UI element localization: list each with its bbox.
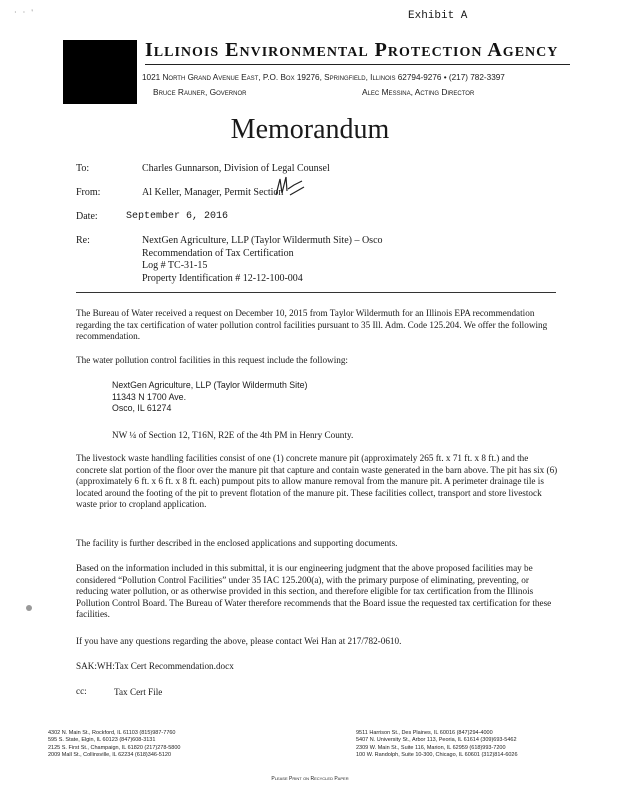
date-value: September 6, 2016 (126, 211, 229, 222)
office-line: 2125 S. First St., Champaign, IL 61820 (217)278-5800 (48, 744, 181, 751)
office-line: 2309 W. Main St., Suite 116, Marion, IL 62959 (618)993-7200 (356, 744, 506, 751)
office-line: 2009 Mall St., Collinsville, IL 62234 (618)346-5120 (48, 752, 172, 759)
site-line: 11343 N 1700 Ave. (112, 391, 187, 402)
to-value: Charles Gunnarson, Division of Legal Counsel (142, 163, 330, 174)
from-value: Al Keller, Manager, Permit Section (142, 187, 284, 198)
office-line: 100 W. Randolph, Suite 10-300, Chicago, IL 60601 (312)814-6026 (356, 752, 518, 759)
recycled-paper-note: Please Print on Recycled Paper (271, 776, 349, 782)
agency-name: Illinois Environmental Protection Agency (145, 39, 559, 61)
cc-value: Tax Cert File (114, 687, 163, 697)
office-line: 595 S. State, Elgin, IL 60123 (847)608-3131 (48, 737, 156, 744)
memo-title: Memorandum (230, 114, 390, 145)
header-rule (145, 64, 570, 65)
re-line: NextGen Agriculture, LLP (Taylor Wildermuth Site) – Osco (142, 235, 383, 246)
office-line: 9511 Harrison St., Des Plaines, IL 60016 (847)294-4000 (356, 730, 493, 736)
re-line: Recommendation of Tax Certification (142, 247, 294, 259)
agency-logo-redacted (63, 40, 137, 104)
paragraph-engineering-judgment: Based on the information included in this submittal, it is our engineering judgment that the above proposed facilities may be considered “Pollution Control Facilities” under 35 IAC 125.200(a), with the primary purpose of eliminating, preventing, or reducing water pollution, or as otherwise provided in this section, and therefore eligible for tax certification from the Illinois Pollution Control Board. The Bureau of Water therefore recommends that the Board issue the requested tax certification for these facilities. (76, 563, 552, 619)
initials-signature-icon (272, 175, 308, 199)
exhibit-label: Exhibit A (408, 10, 468, 22)
scan-speck (26, 605, 32, 611)
paragraph-contact: If you have any questions regarding the above, please contact Wei Han at 217/782-0610. (76, 636, 402, 646)
re-label: Re: (76, 235, 90, 246)
footer-offices-right (356, 730, 518, 760)
site-line: NextGen Agriculture, LLP (Taylor Wildermuth Site) (112, 380, 308, 390)
site-address (112, 380, 307, 415)
director-line: Alec Messina, Acting Director (362, 87, 475, 97)
office-line: 4302 N. Main St., Rockford, IL 61103 (815)987-7760 (48, 730, 176, 736)
governor-line: Bruce Rauner, Governor (153, 87, 247, 97)
to-label: To: (76, 163, 90, 174)
paragraph-further-described: The facility is further described in the enclosed applications and supporting documents. (76, 538, 398, 548)
site-line: Osco, IL 61274 (112, 403, 172, 413)
office-line: 5407 N. University St., Arbor 113, Peoria, IL 61614 (309)693-5462 (356, 737, 517, 744)
re-line: Log # TC-31-15 (142, 260, 208, 271)
paragraph-request: The Bureau of Water received a request on December 10, 2015 from Taylor Wildermuth for an Illinois EPA recommendation regarding the tax certification of water pollution control facilities pursuant to 35 Ill. Adm. Code 125.204. We offer the following recommendation. (76, 308, 548, 341)
from-label: From: (76, 187, 101, 198)
footer-offices-left (48, 730, 181, 760)
reference-initials: SAK:WH:Tax Cert Recommendation.docx (76, 661, 234, 671)
re-block (142, 235, 383, 285)
date-label: Date: (76, 211, 98, 222)
corner-marks: · · ' (14, 8, 35, 17)
paragraph-facilities-intro: The water pollution control facilities in this request include the following: (76, 355, 348, 365)
site-location: NW ¼ of Section 12, T16N, R2E of the 4th PM in Henry County. (112, 430, 354, 440)
section-divider (76, 292, 556, 293)
cc-label: cc: (76, 686, 87, 696)
paragraph-facilities-description: The livestock waste handling facilities consist of one (1) concrete manure pit (approximately 265 ft. x 71 ft. x 8 ft.) and the concrete slat portion of the floor over the manure pit that capture and contain waste generated in the barn above. The pit has six (6) (approximately 6 ft. x 6 ft. x 8 ft. each) pumpout pits to allow manure removal from the manure pit. A perimeter drainage tile is located around the footing of the pit to prevent flotation of the manure pit. These facilities collect, transport and store livestock waste prior to cropland application. (76, 453, 558, 509)
agency-address: 1021 North Grand Avenue East, P.O. Box 19276, Springfield, Illinois 62794-9276 • (217) 782-3397 (142, 73, 505, 82)
re-line: Property Identification # 12-12-100-004 (142, 272, 303, 284)
